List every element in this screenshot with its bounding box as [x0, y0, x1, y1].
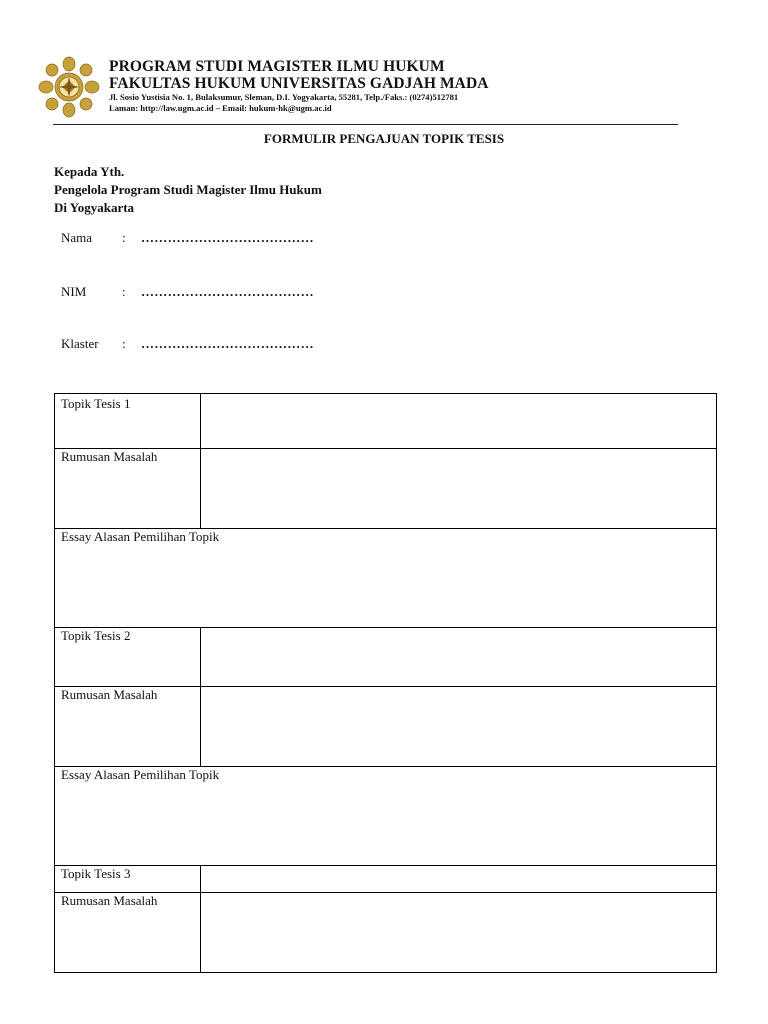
rumusan-masalah-3-label: Rumusan Masalah [61, 893, 158, 908]
field-nim-colon: : [122, 284, 126, 299]
rumusan-masalah-2-label: Rumusan Masalah [61, 687, 158, 702]
row-divider [55, 865, 716, 866]
letterhead-website: Laman: http://law.ugm.ac.id – Email: hukum-hk@ugm.ac.id [109, 102, 332, 113]
row-divider [55, 627, 716, 628]
addressee-block [54, 163, 322, 217]
letterhead-faculty: FAKULTAS HUKUM UNIVERSITAS GADJAH MADA [109, 75, 489, 92]
field-nim-label: NIM [61, 284, 87, 299]
column-divider [200, 627, 201, 766]
form-title: FORMULIR PENGAJUAN TOPIK TESIS [263, 131, 505, 146]
field-nama-colon: : [122, 230, 126, 245]
field-nama-blank[interactable]: ………………………………… [141, 230, 314, 245]
addressee-line-3: Di Yogyakarta [54, 200, 135, 215]
column-divider [200, 865, 201, 973]
essay-alasan-2-label: Essay Alasan Pemilihan Topik [61, 767, 220, 782]
topik-tesis-1-label: Topik Tesis 1 [61, 396, 131, 411]
field-nama-label: Nama [61, 230, 93, 245]
essay-alasan-1-label: Essay Alasan Pemilihan Topik [61, 529, 220, 544]
ugm-logo [37, 56, 101, 118]
letterhead-rule [53, 124, 678, 125]
field-nim-blank[interactable]: ………………………………… [141, 284, 314, 299]
letterhead [37, 56, 677, 118]
topik-tesis-2-label: Topik Tesis 2 [61, 628, 131, 643]
field-klaster-blank[interactable]: ………………………………… [141, 336, 314, 351]
topik-tesis-3-label: Topik Tesis 3 [61, 866, 131, 881]
column-divider [200, 394, 201, 528]
rumusan-masalah-1-label: Rumusan Masalah [61, 449, 158, 464]
field-klaster-label: Klaster [61, 336, 99, 351]
addressee-line-1: Kepada Yth. [54, 164, 125, 179]
letterhead-program: PROGRAM STUDI MAGISTER ILMU HUKUM [109, 58, 445, 75]
field-klaster-colon: : [122, 336, 126, 351]
thesis-topic-table [54, 393, 717, 973]
letterhead-address: Jl. Sosio Yustisia No. 1, Bulaksumur, Sleman, D.I. Yogyakarta, 55281, Telp./Faks.: (0274)512781 [109, 92, 459, 102]
addressee-line-2: Pengelola Program Studi Magister Ilmu Hukum [54, 182, 322, 197]
